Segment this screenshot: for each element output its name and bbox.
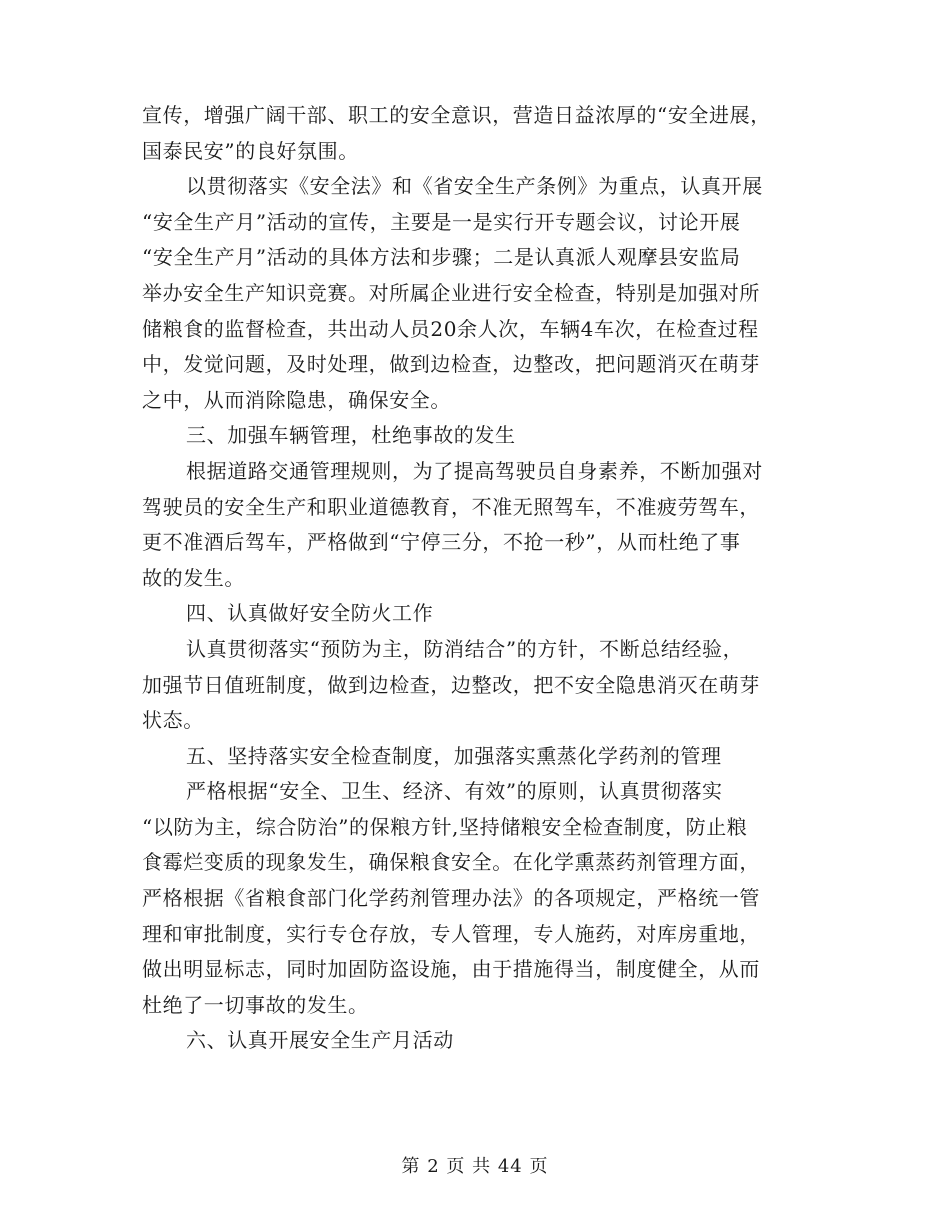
text-line: 杜绝了一切事故的发生。 [142, 992, 369, 1017]
text-line: 严格根据《省粮食部门化学药剂管理办法》的各项规定，严格统一管 [142, 886, 760, 911]
text-line: 状态。 [142, 708, 204, 733]
text-line: 四、认真做好安全防火工作 [186, 601, 434, 626]
text-line: 驾驶员的安全生产和职业道德教育，不准无照驾车，不准疲劳驾车， [142, 494, 760, 519]
text-line: 储粮食的监督检查，共出动人员20余人次，车辆4车次，在检查过程 [142, 316, 759, 341]
text-line: 食霉烂变质的现象发生，确保粮食安全。在化学熏蒸药剂管理方面， [142, 850, 760, 875]
text-line: 严格根据“安全、卫生、经济、有效”的原则，认真贯彻落实 [186, 779, 723, 804]
page-footer: 第 2 页 共 44 页 [401, 1156, 549, 1177]
text-line: 中，发觉问题，及时处理，做到边检查，边整改，把问题消灭在萌芽 [142, 352, 760, 377]
document-body [142, 98, 814, 1059]
text-line: 做出明显标志，同时加固防盗设施，由于措施得当，制度健全，从而 [142, 957, 760, 982]
text-line: 加强节日值班制度，做到边检查，边整改，把不安全隐患消灭在萌芽 [142, 672, 760, 697]
text-line: 理和审批制度，实行专仓存放，专人管理，专人施药，对库房重地， [142, 921, 760, 946]
text-line: 以贯彻落实《安全法》和《省安全生产条例》为重点，认真开展 [186, 174, 763, 199]
text-line: 国泰民安”的良好氛围。 [142, 138, 359, 163]
text-line: 五、坚持落实安全检查制度，加强落实熏蒸化学药剂的管理 [186, 743, 722, 768]
text-line: 宣传，增强广阔干部、职工的安全意识，营造日益浓厚的“安全进展， [142, 103, 771, 127]
text-line: 举办安全生产知识竞赛。对所属企业进行安全检查，特别是加强对所 [142, 280, 760, 305]
text-line: 根据道路交通管理规则，为了提高驾驶员自身素养，不断加强对 [186, 458, 763, 483]
text-line: 六、认真开展安全生产月活动 [186, 1028, 454, 1053]
text-line: 认真贯彻落实“预防为主，防消结合”的方针，不断总结经验， [186, 636, 744, 661]
text-line: “安全生产月”活动的宣传，主要是一是实行开专题会议，讨论开展 [142, 209, 741, 234]
text-line: 故的发生。 [142, 565, 245, 590]
text-line: “安全生产月”活动的具体方法和步骤；二是认真派人观摩县安监局 [142, 245, 741, 270]
text-line: “以防为主，综合防治”的保粮方针,坚持储粮安全检查制度，防止粮 [142, 814, 748, 839]
text-line: 之中，从而消除隐患，确保安全。 [142, 387, 451, 412]
text-line: 更不准酒后驾车，严格做到“宁停三分，不抢一秒”，从而杜绝了事 [142, 530, 741, 555]
text-line: 三、加强车辆管理，杜绝事故的发生 [186, 423, 516, 448]
